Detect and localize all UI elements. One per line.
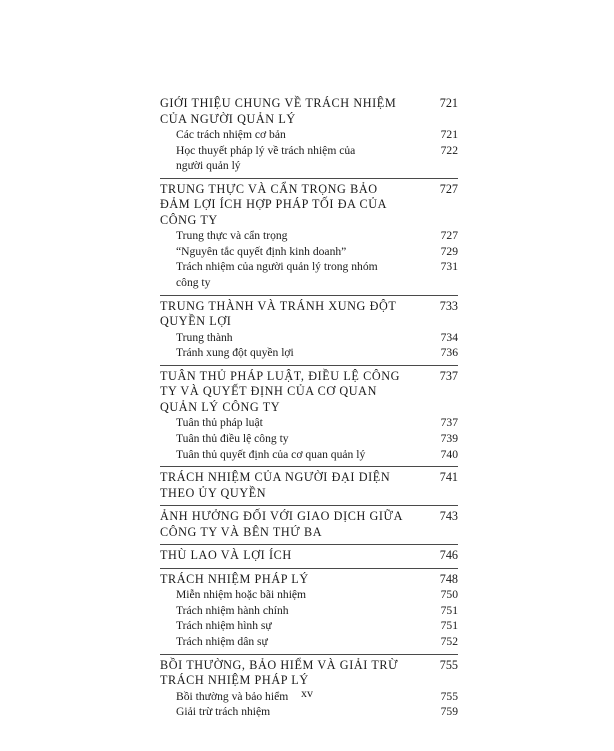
section-page: 743 (439, 509, 458, 524)
entry-page: 751 (440, 619, 458, 633)
toc-entry (160, 330, 458, 346)
section-title: TRUNG THỰC VÀ CẨN TRỌNG BẢO ĐẢM LỢI ÍCH HỢP PHÁP TỐI ĐA CỦA CÔNG TY (160, 181, 387, 227)
toc-entry (160, 415, 458, 431)
toc-entry (160, 587, 458, 603)
section-title: THÙ LAO VÀ LỢI ÍCH (160, 548, 292, 563)
section-page: 746 (439, 548, 458, 563)
page-number: xv (301, 686, 313, 700)
section-page: 737 (439, 368, 458, 383)
toc-entry (160, 345, 458, 361)
entry-label: Trung thành (176, 330, 233, 344)
section-title: GIỚI THIỆU CHUNG VỀ TRÁCH NHIỆM CỦA NGƯỜI QUẢN LÝ (160, 96, 397, 126)
divider (160, 295, 458, 296)
section-page: 748 (439, 571, 458, 586)
section-heading (160, 548, 458, 564)
section-page: 733 (439, 298, 458, 313)
toc-entry (160, 143, 458, 174)
divider (160, 178, 458, 179)
section-heading (160, 96, 458, 127)
section-page: 741 (439, 470, 458, 485)
toc-section (160, 509, 458, 540)
section-title: BỒI THƯỜNG, BẢO HIỂM VÀ GIẢI TRỪ TRÁCH NHIỆM PHÁP LÝ (160, 657, 399, 687)
section-title: TRUNG THÀNH VÀ TRÁNH XUNG ĐỘT QUYỀN LỢI (160, 298, 397, 329)
entry-label: Trách nhiệm hành chính (176, 603, 289, 617)
entry-label: Tránh xung đột quyền lợi (176, 346, 294, 360)
entry-page: 736 (440, 346, 458, 360)
toc-entry (160, 431, 458, 447)
toc-section (160, 96, 458, 174)
divider (160, 654, 458, 655)
section-page: 721 (439, 96, 458, 110)
toc-entry (160, 603, 458, 619)
toc-entry (160, 228, 458, 244)
toc-section (160, 572, 458, 650)
toc-entry (160, 259, 458, 290)
entry-label: Trách nhiệm dân sự (176, 634, 268, 648)
section-heading (160, 572, 458, 588)
toc-entry (160, 634, 458, 650)
section-page: 727 (439, 181, 458, 196)
entry-label: Miễn nhiệm hoặc bãi nhiệm (176, 588, 307, 602)
entry-page: 750 (440, 588, 458, 602)
table-of-contents (160, 96, 458, 720)
entry-label: “Nguyên tắc quyết định kinh doanh” (176, 244, 347, 258)
entry-label: Trách nhiệm hình sự (176, 619, 272, 633)
entry-page: 737 (440, 416, 458, 430)
toc-entry (160, 618, 458, 634)
section-title: TRÁCH NHIỆM CỦA NGƯỜI ĐẠI DIỆN THEO ỦY QUYỀN (160, 470, 391, 500)
section-heading (160, 470, 458, 501)
entry-page: 731 (440, 260, 458, 274)
toc-section (160, 182, 458, 291)
entry-page: 729 (440, 244, 458, 258)
divider (160, 544, 458, 545)
entry-page: 734 (440, 330, 458, 344)
toc-section (160, 548, 458, 564)
entry-page: 740 (440, 447, 458, 461)
entry-label: Học thuyết pháp lý về trách nhiệm của người quản lý (176, 143, 356, 173)
entry-label: Bồi thường và bảo hiểm (176, 689, 289, 703)
entry-page: 752 (440, 634, 458, 648)
entry-page: 721 (440, 128, 458, 141)
divider (160, 466, 458, 467)
entry-label: Trách nhiệm của người quản lý trong nhóm công ty (176, 260, 378, 290)
entry-page: 727 (440, 229, 458, 243)
section-title: TRÁCH NHIỆM PHÁP LÝ (160, 571, 309, 586)
entry-label: Giải trừ trách nhiệm (176, 705, 271, 719)
entry-page: 755 (440, 689, 458, 703)
toc-section (160, 299, 458, 361)
toc-section (160, 470, 458, 501)
section-heading (160, 369, 458, 416)
entry-label: Các trách nhiệm cơ bản (176, 128, 286, 141)
entry-label: Tuân thủ quyết định của cơ quan quản lý (176, 447, 366, 461)
entry-page: 739 (440, 431, 458, 445)
entry-page: 722 (440, 143, 458, 157)
entry-page: 759 (440, 705, 458, 719)
section-heading (160, 299, 458, 330)
section-title: TUÂN THỦ PHÁP LUẬT, ĐIỀU LỆ CÔNG TY VÀ QUYẾT ĐỊNH CỦA CƠ QUAN QUẢN LÝ CÔNG TY (160, 368, 401, 414)
toc-section (160, 369, 458, 462)
toc-entry (160, 704, 458, 720)
divider (160, 505, 458, 506)
divider (160, 568, 458, 569)
toc-entry (160, 127, 458, 143)
toc-entry (160, 447, 458, 463)
section-title: ẢNH HƯỞNG ĐỐI VỚI GIAO DỊCH GIỮA CÔNG TY VÀ BÊN THỨ BA (160, 509, 403, 539)
entry-label: Tuân thủ pháp luật (176, 416, 263, 430)
section-heading (160, 509, 458, 540)
toc-entry (160, 244, 458, 260)
section-heading (160, 658, 458, 689)
divider (160, 365, 458, 366)
section-heading (160, 182, 458, 229)
entry-page: 751 (440, 603, 458, 617)
section-page: 755 (439, 657, 458, 672)
entry-label: Tuân thủ điều lệ công ty (176, 431, 289, 445)
entry-label: Trung thực và cẩn trọng (176, 229, 288, 243)
